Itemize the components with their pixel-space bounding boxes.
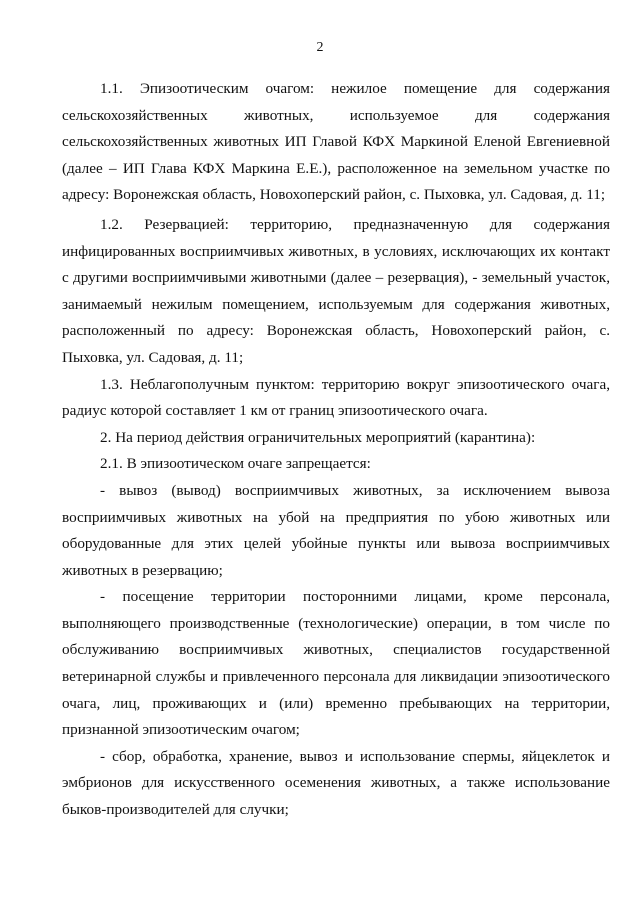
- paragraph-1-3-unfavorable-point: 1.3. Неблагополучным пунктом: территорию вокруг эпизоотического очага, радиус которой составляет 1 км от границ эпизоотического очага.: [62, 375, 610, 420]
- list-item-animal-removal: - вывоз (вывод) восприимчивых животных, за исключением вывоза восприимчивых животных на убой на предприятия по убою животных или оборудованные для этих целей убойные пункты или вывоза восприимчивых животных в резервацию;: [62, 481, 610, 579]
- paragraph-1-2-reservation: 1.2. Резервацией: территорию, предназначенную для содержания инфицированных восприимчивых животных, в условиях, исключающих их контакт с другими восприимчивыми животными (далее – резервация), - земельный участок, занимаемый нежилым помещением, используемым для содержания животных, расположенный по адресу: Воронежская область, Новохоперский район, с. Пыховка, ул. Садовая, д. 11;: [62, 215, 610, 366]
- paragraph-2-1-prohibited: 2.1. В эпизоотическом очаге запрещается:: [100, 455, 371, 473]
- document-body: [62, 76, 610, 824]
- list-item-breeding-material: - сбор, обработка, хранение, вывоз и использование спермы, яйцеклеток и эмбрионов для искусственного осеменения животных, а также использование быков-производителей для случки;: [62, 747, 610, 819]
- page-number: 2: [316, 40, 324, 55]
- paragraph-2-quarantine-period: 2. На период действия ограничительных мероприятий (карантина):: [100, 428, 536, 446]
- list-item-visitor-access: - посещение территории посторонними лицами, кроме персонала, выполняющего производственные (технологические) операции, в том числе по обслуживанию восприимчивых животных, специалистов государственной ветеринарной службы и привлеченного персонала для ликвидации эпизоотического очага, лиц, проживающих и (или) временно пребывающих на территории, признанной эпизоотическим очагом;: [62, 588, 610, 739]
- paragraph-1-1-epizootic-focus: 1.1. Эпизоотическим очагом: нежилое помещение для содержания сельскохозяйственных животных, используемое для содержания сельскохозяйственных животных ИП Главой КФХ Маркиной Еленой Евгениевной (далее – ИП Глава КФХ Маркина Е.Е.), расположенное на земельном участке по адресу: Воронежская область, Новохоперский район, с. Пыховка, ул. Садовая, д. 11;: [62, 80, 610, 204]
